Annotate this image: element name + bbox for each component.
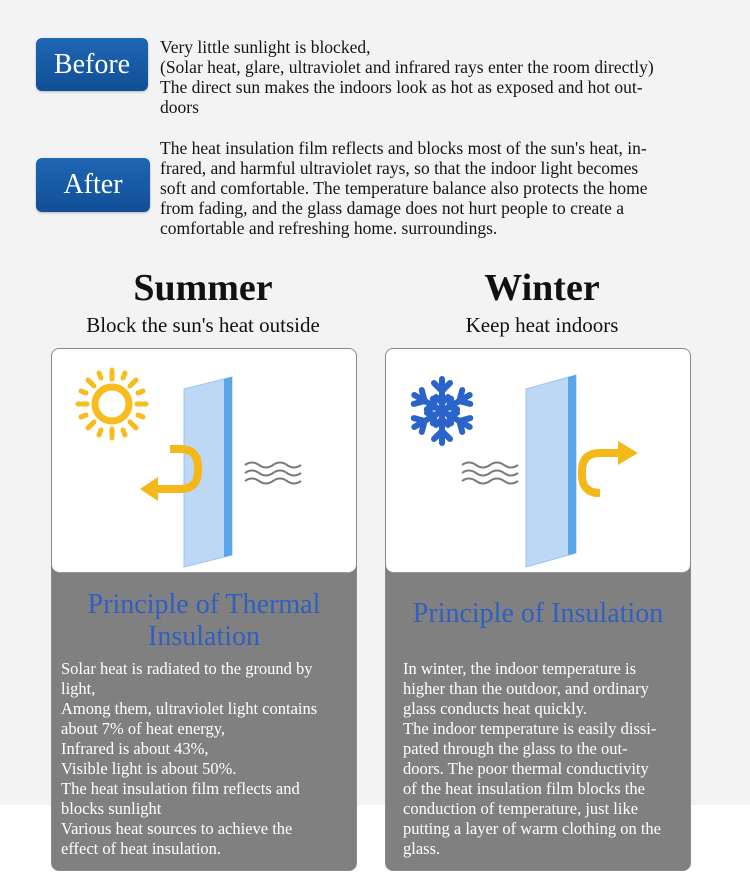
before-description — [160, 37, 728, 117]
sun-icon — [78, 370, 146, 438]
body-line: putting a layer of warm clothing on the — [403, 819, 661, 838]
summer-illustration — [52, 349, 356, 573]
before-line: Very little sunlight is blocked, — [160, 37, 371, 57]
body-line: The heat insulation film reflects and — [61, 779, 300, 798]
body-line: Solar heat is radiated to the ground by — [61, 659, 313, 678]
after-line: soft and comfortable. The temperature balance also protects the home — [160, 178, 648, 198]
body-line: of the heat insulation film blocks the — [403, 779, 645, 798]
summer-card — [51, 348, 357, 871]
principle-line: Insulation — [148, 621, 260, 652]
summer-principle-title — [52, 589, 356, 653]
summer-subtitle: Block the sun's heat outside — [86, 313, 320, 337]
before-badge: Before — [36, 38, 148, 91]
after-description — [160, 138, 728, 238]
winter-body-text — [403, 659, 691, 859]
body-line: Among them, ultraviolet light contains — [61, 699, 318, 718]
body-line: higher than the outdoor, and ordinary — [403, 679, 649, 698]
body-line: blocks sunlight — [61, 799, 162, 818]
after-line: from fading, and the glass damage does not hurt people to create a — [160, 198, 625, 218]
principle-line: Principle of Insulation — [412, 598, 664, 629]
body-line: Various heat sources to achieve the — [61, 819, 293, 838]
body-line: doors. The poor thermal conductivity — [403, 759, 649, 778]
summer-title: Summer — [133, 267, 273, 309]
after-line: frared, and harmful ultraviolet rays, so that the indoor light becomes — [160, 158, 639, 178]
before-line: (Solar heat, glare, ultraviolet and infrared rays enter the room directly) — [160, 57, 654, 77]
body-line: effect of heat insulation. — [61, 839, 222, 858]
body-line: Visible light is about 50%. — [61, 759, 237, 778]
heat-waves-icon — [245, 463, 301, 484]
body-line: about 7% of heat energy, — [61, 719, 226, 738]
body-line: Infrared is about 43%, — [61, 739, 209, 758]
summer-body-text — [61, 659, 351, 859]
heat-waves-icon — [462, 463, 518, 484]
body-line: pated through the glass to the out- — [403, 739, 628, 758]
body-line: The indoor temperature is easily dissi- — [403, 719, 657, 738]
body-line: glass conducts heat quickly. — [403, 699, 588, 718]
before-line: doors — [160, 97, 199, 117]
glass-pane-icon — [184, 377, 232, 567]
body-line: light, — [61, 679, 96, 698]
winter-card — [385, 348, 691, 871]
glass-pane-icon — [526, 375, 576, 567]
after-line: The heat insulation film reflects and blocks most of the sun's heat, in- — [160, 138, 647, 158]
winter-subtitle: Keep heat indoors — [465, 313, 619, 337]
principle-line: Principle of Thermal — [87, 589, 321, 620]
after-line: comfortable and refreshing home. surroundings. — [160, 218, 498, 238]
after-badge: After — [36, 158, 150, 212]
body-line: In winter, the indoor temperature is — [403, 659, 637, 678]
body-line: conduction of temperature, just like — [403, 799, 639, 818]
winter-illustration — [386, 349, 690, 573]
before-line: The direct sun makes the indoors look as hot as exposed and hot out- — [160, 77, 643, 97]
winter-principle-title — [386, 598, 690, 630]
snowflake-icon — [410, 379, 473, 443]
winter-title: Winter — [484, 267, 600, 309]
reflect-arrow-icon — [582, 441, 638, 493]
body-line: glass. — [403, 839, 441, 858]
